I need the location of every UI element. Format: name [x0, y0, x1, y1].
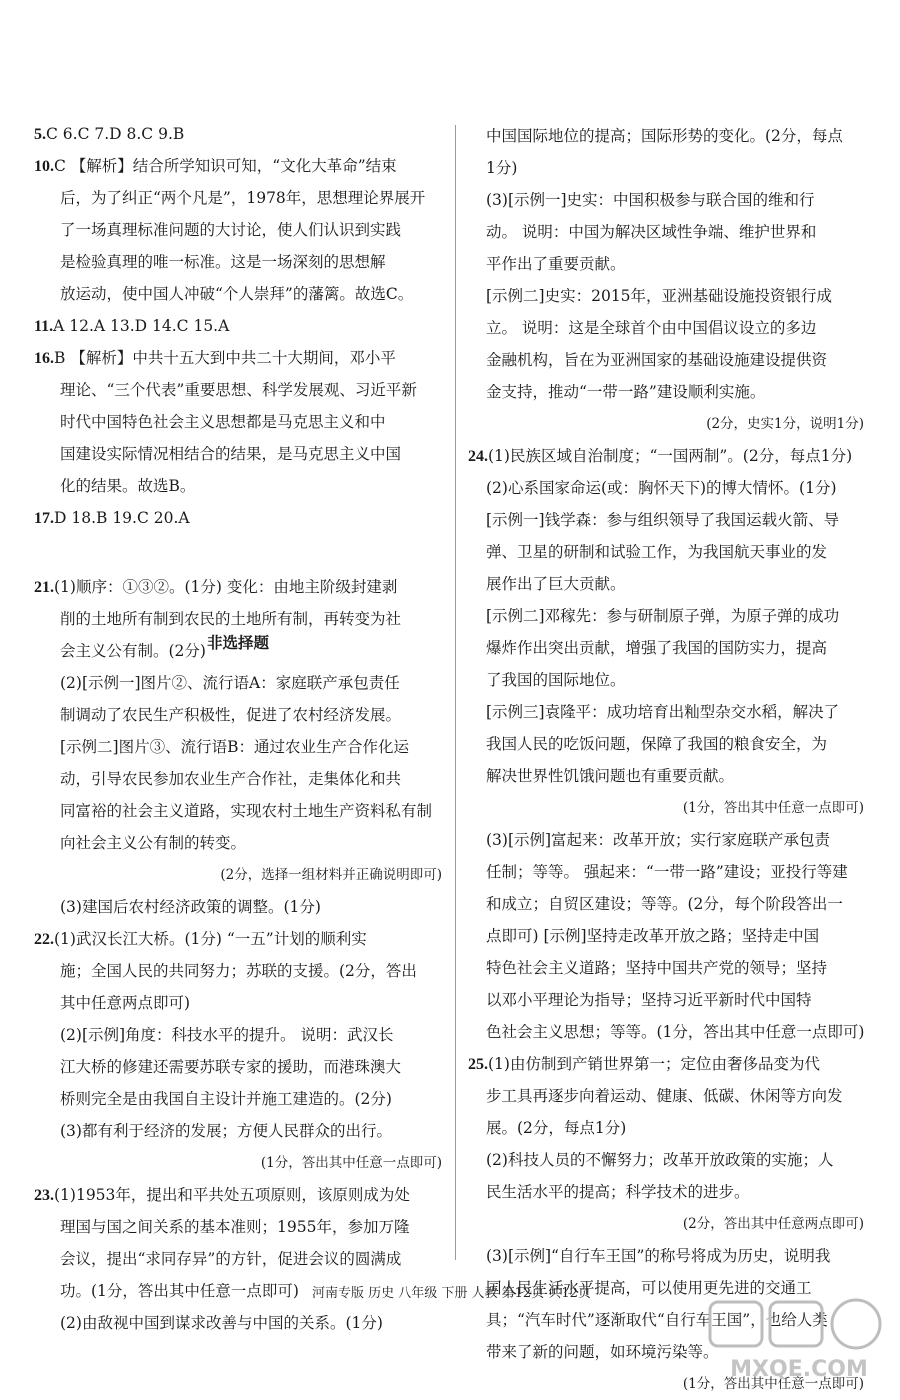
- column-divider: [455, 125, 456, 1260]
- left-line: 后，为了纠正“两个凡是”，1978年，思想理论界展开: [60, 189, 426, 207]
- right-line: [示例三]袁隆平：成功培育出籼型杂交水稻，解决了: [486, 703, 840, 721]
- left-line: 放运动，使中国人冲破“个人崇拜”的藩篱。故选C。: [60, 285, 414, 303]
- right-line: [示例二]史实：2015年，亚洲基础设施投资银行成: [486, 287, 833, 305]
- left-line: 22.(1)武汉长江大桥。(1分) “一五”计划的顺利实: [34, 930, 367, 948]
- right-line: 1分): [486, 159, 518, 177]
- right-line: 了我国的国际地位。: [486, 671, 626, 689]
- left-line: 制调动了农民生产积极性，促进了农村经济发展。: [60, 706, 402, 724]
- right-line: (2)科技人员的不懈努力；改革开放政策的实施；人: [486, 1151, 834, 1169]
- right-line: 24.(1)民族区域自治制度；“一国两制”。(2分，每点1分): [468, 447, 853, 465]
- right-line: 金支持，推动“一带一路”建设顺利实施。: [486, 383, 766, 401]
- right-line: 任制；等等。 强起来：“一带一路”建设；亚投行等建: [486, 863, 848, 881]
- left-line: 11.A 12.A 13.D 14.C 15.A: [34, 317, 230, 335]
- right-line: (1分，答出其中任意一点即可): [682, 1376, 864, 1392]
- right-line: 民生活水平的提高；科学技术的进步。: [486, 1183, 750, 1201]
- left-line: (1分，答出其中任意一点即可): [260, 1155, 442, 1171]
- right-line: [示例一]钱学森：参与组织领导了我国运载火箭、导: [486, 511, 840, 529]
- right-line: 色社会主义思想；等等。(1分，答出其中任意一点即可): [486, 1023, 865, 1041]
- right-line: 立。 说明：这是全球首个由中国倡议设立的多边: [486, 319, 817, 337]
- right-line: 和成立；自贸区建设；等等。(2分，每个阶段答出一: [486, 895, 843, 913]
- right-line: 步工具再逐步向着运动、健康、低碳、休闲等方向发: [486, 1087, 843, 1105]
- left-line: 是检验真理的唯一标准。这是一场深刻的思想解: [60, 253, 386, 271]
- right-line: 25.(1)由仿制到产销世界第一；定位由奢侈品变为代: [468, 1055, 820, 1073]
- left-line: 会主义公有制。(2分): [60, 642, 206, 660]
- left-line: 时代中国特色社会主义思想都是马克思主义和中: [60, 413, 386, 431]
- left-line: 理国与国之间关系的基本准则；1955年，参加万隆: [60, 1218, 410, 1236]
- page-footer: 河南专版 历史 八年级 下册 人教 第12页 共12页: [312, 1286, 591, 1301]
- left-line: 向社会主义公有制的转变。: [60, 834, 247, 852]
- left-line: 理论、“三个代表”重要思想、科学发展观、习近平新: [60, 381, 417, 399]
- left-line: 同富裕的社会主义道路，实现农村土地生产资料私有制: [60, 802, 433, 820]
- left-line: (2分，选择一组材料并正确说明即可): [220, 867, 442, 883]
- left-line: 了一场真理标准问题的大讨论，使人们认识到实践: [60, 221, 402, 239]
- right-line: 以邓小平理论为指导；坚持习近平新时代中国特: [486, 991, 812, 1009]
- watermark-text: MXQE.COM: [730, 1357, 868, 1382]
- left-line: 21.(1)顺序：①③②。(1分) 变化：由地主阶级封建剥: [34, 578, 398, 596]
- left-line: (3)建国后农村经济政策的调整。(1分): [60, 898, 321, 916]
- left-line: 化的结果。故选B。: [60, 477, 196, 495]
- left-line: (2)由敌视中国到谋求改善与中国的关系。(1分): [60, 1314, 383, 1332]
- left-line: 16.B 【解析】中共十五大到中共二十大期间，邓小平: [34, 349, 396, 367]
- right-line: 展作出了巨大贡献。: [486, 575, 626, 593]
- right-line: (2)心系国家命运(或：胸怀天下)的博大情怀。(1分): [486, 479, 837, 497]
- left-line: (3)都有利于经济的发展；方便人民群众的出行。: [60, 1122, 392, 1140]
- left-line: 动，引导农民参加农业生产合作社，走集体化和共: [60, 770, 402, 788]
- section-heading: 非选择题: [206, 633, 269, 652]
- right-line: 带来了新的问题，如环境污染等。: [486, 1343, 719, 1361]
- right-line: [示例二]邓稼先：参与研制原子弹，为原子弹的成功: [486, 607, 840, 625]
- right-line: 具；“汽车时代”逐渐取代“自行车王国”，也给人类: [486, 1311, 828, 1329]
- right-line: 动。 说明：中国为解决区域性争端、维护世界和: [486, 223, 817, 241]
- right-line: (2分，史实1分，说明1分): [706, 416, 864, 432]
- left-line: 功。(1分，答出其中任意一点即可): [60, 1282, 299, 1300]
- left-line: 削的土地所有制到农民的土地所有制，再转变为社: [60, 610, 402, 628]
- left-line: (2)[示例]角度：科技水平的提升。 说明：武汉长: [60, 1026, 394, 1044]
- left-line: 5.C 6.C 7.D 8.C 9.B: [34, 125, 185, 143]
- left-line: 23.(1)1953年，提出和平共处五项原则，该原则成为处: [34, 1186, 410, 1204]
- left-line: 施；全国人民的共同努力；苏联的支援。(2分，答出: [60, 962, 417, 980]
- left-line: 江大桥的修建还需要苏联专家的援助，而港珠澳大: [60, 1058, 402, 1076]
- left-line: 10.C 【解析】结合所学知识可知，“文化大革命”结束: [34, 157, 397, 175]
- right-line: (2分，答出其中任意两点即可): [682, 1216, 864, 1232]
- right-line: 展。(2分，每点1分): [486, 1119, 627, 1137]
- right-line: (1分，答出其中任意一点即可): [682, 800, 864, 816]
- right-line: 点即可) [示例]坚持走改革开放之路；坚持走中国: [486, 927, 820, 945]
- right-line: (3)[示例]“自行车王国”的称号将成为历史，说明我: [486, 1247, 831, 1265]
- left-line: 其中任意两点即可): [60, 994, 191, 1012]
- right-line: 特色社会主义道路；坚持中国共产党的领导；坚持: [486, 959, 828, 977]
- left-line: [示例二]图片③、流行语B：通过农业生产合作化运: [60, 738, 409, 756]
- left-line: (2)[示例一]图片②、流行语A：家庭联产承包责任: [60, 674, 400, 692]
- right-line: 平作出了重要贡献。: [486, 255, 626, 273]
- left-line: 会议，提出“求同存异”的方针，促进会议的圆满成: [60, 1250, 402, 1268]
- right-line: 国人民生活水平提高，可以使用更先进的交通工: [486, 1279, 812, 1297]
- right-line: 我国人民的吃饭问题，保障了我国的粮食安全，为: [486, 735, 828, 753]
- watermark-logo: [706, 1296, 892, 1384]
- right-line: 中国国际地位的提高；国际形势的变化。(2分，每点: [486, 127, 843, 145]
- left-line: 桥则完全是由我国自主设计并施工建造的。(2分): [60, 1090, 392, 1108]
- right-line: (3)[示例]富起来：改革开放；实行家庭联产承包责: [486, 831, 831, 849]
- right-line: 爆炸作出突出贡献，增强了我国的国防实力，提高: [486, 639, 828, 657]
- right-line: (3)[示例一]史实：中国积极参与联合国的维和行: [486, 191, 815, 209]
- right-line: 金融机构，旨在为亚洲国家的基础设施建设提供资: [486, 351, 828, 369]
- left-line: 17.D 18.B 19.C 20.A: [34, 509, 190, 527]
- right-line: 解决世界性饥饿问题也有重要贡献。: [486, 767, 735, 785]
- left-line: 国建设实际情况相结合的结果，是马克思主义中国: [60, 445, 402, 463]
- right-line: 弹、卫星的研制和试验工作，为我国航天事业的发: [486, 543, 828, 561]
